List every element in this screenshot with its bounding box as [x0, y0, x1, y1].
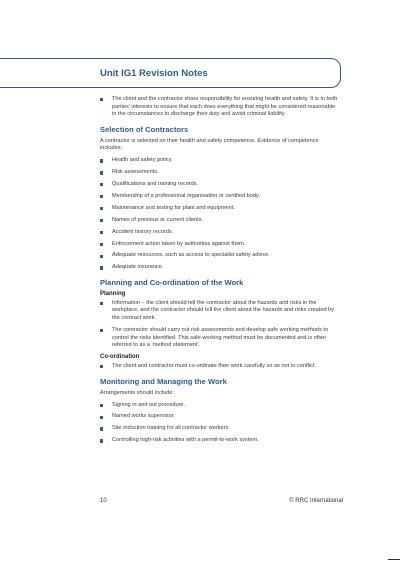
subheading-coordination: Co-ordination	[100, 354, 140, 361]
corner-divider	[388, 559, 400, 560]
list-item-text: Controlling high-risk activities with a permit-to-work system.	[112, 437, 259, 444]
square-bullet-icon	[100, 427, 103, 430]
square-bullet-icon	[100, 231, 103, 234]
list-item	[100, 205, 340, 213]
list-item-text: Adequate resources, such as access to specialist safety advice.	[112, 252, 270, 259]
page-number: 10	[100, 498, 107, 504]
square-bullet-icon	[100, 171, 103, 174]
list-item	[100, 437, 340, 445]
list-item	[100, 181, 340, 189]
list-item	[100, 96, 340, 119]
list-item	[100, 264, 340, 272]
square-bullet-icon	[100, 243, 103, 246]
page-content	[100, 96, 340, 449]
list-item-text: The client and contractor must co-ordinate their work carefully so as not to conflict.	[112, 363, 316, 370]
page-title: Unit IG1 Revision Notes	[100, 68, 208, 79]
list-item-text: Risk assessments.	[112, 169, 159, 176]
subheading-planning: Planning	[100, 290, 126, 297]
section-heading-planning: Planning and Co-ordination of the Work	[100, 277, 244, 287]
list-item-text: Signing in and out procedure.	[112, 401, 186, 408]
square-bullet-icon	[100, 365, 103, 368]
list-item-text: Qualifications and training records.	[112, 181, 199, 188]
list-item	[100, 425, 340, 433]
list-item	[100, 363, 340, 371]
square-bullet-icon	[100, 266, 103, 269]
square-bullet-icon	[100, 439, 103, 442]
list-item	[100, 157, 340, 165]
monitoring-intro: Arrangements should include:	[100, 389, 175, 396]
list-item	[100, 229, 340, 237]
square-bullet-icon	[100, 207, 103, 210]
square-bullet-icon	[100, 195, 103, 198]
square-bullet-icon	[100, 159, 103, 162]
square-bullet-icon	[100, 416, 103, 419]
list-item-text: Enforcement action taken by authorities against them.	[112, 240, 246, 247]
square-bullet-icon	[100, 329, 103, 332]
list-item	[100, 413, 340, 421]
list-item-text: Accident history records.	[112, 228, 174, 235]
section-heading-selection: Selection of Contractors	[100, 124, 189, 134]
list-item-text: The contractor should carry out risk assessments and develop safe working methods to control the risks identified. This safe working method must be documented and is often referred to as a ‘method statement’.	[112, 326, 329, 349]
square-bullet-icon	[100, 302, 103, 305]
list-item-text: Site induction training for all contractor workers.	[112, 425, 230, 432]
list-item	[100, 300, 340, 323]
list-item	[100, 169, 340, 177]
list-item	[100, 402, 340, 410]
list-item-text: Adequate insurance.	[112, 264, 164, 271]
list-item-text: Names of previous or current clients.	[112, 216, 204, 223]
list-item	[100, 327, 340, 350]
intro-bullet-text: The client and the contractor share responsibility for ensuring health and safety. It is in both parties’ interests to ensure that each does everything that might be considered reasonable in the circumstances to discharge their duty and avoid criminal liability.	[112, 96, 338, 118]
list-item-text: Maintenance and testing for plant and equipment.	[112, 204, 235, 211]
copyright-notice: © RRC International	[289, 498, 343, 504]
square-bullet-icon	[100, 404, 103, 407]
list-item	[100, 252, 340, 260]
list-item-text: Membership of a professional organisation or certified body.	[112, 192, 260, 199]
list-item-text: Named works supervisor.	[112, 413, 175, 420]
selection-intro: A contractor is selected on their health and safety competence. Evidence of competence includes:	[100, 137, 319, 152]
square-bullet-icon	[100, 255, 103, 258]
list-item	[100, 217, 340, 225]
list-item	[100, 193, 340, 201]
section-heading-monitoring: Monitoring and Managing the Work	[100, 376, 227, 386]
list-item-text: Health and safety policy.	[112, 157, 173, 164]
list-item-text: Information – the client should tell the contractor about the hazards and risks in the workplace, and the contractor should tell the client about the hazards and risks created by the contract work.	[112, 299, 335, 322]
square-bullet-icon	[100, 98, 103, 101]
square-bullet-icon	[100, 219, 103, 222]
square-bullet-icon	[100, 183, 103, 186]
list-item	[100, 241, 340, 249]
